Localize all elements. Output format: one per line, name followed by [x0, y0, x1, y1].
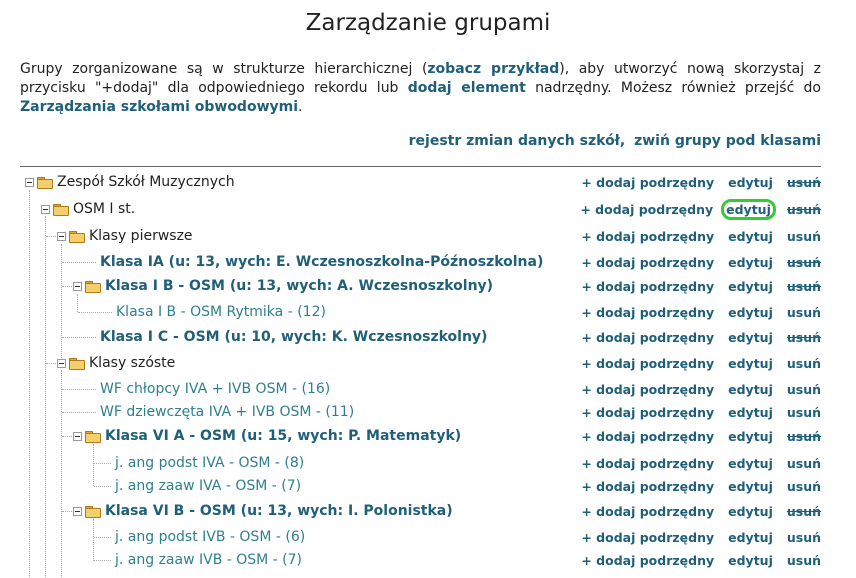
edit-button[interactable]: edytuj: [728, 552, 773, 568]
row-actions: [581, 425, 821, 447]
tree-node: [115, 549, 302, 571]
collapse-groups-link[interactable]: zwiń grupy pod klasami: [634, 133, 821, 149]
collapse-toggle-icon[interactable]: [25, 178, 34, 187]
tree-row: [0, 452, 856, 474]
tree-node: [100, 251, 543, 273]
add-child-button[interactable]: + dodaj podrzędny: [581, 503, 715, 519]
add-child-button[interactable]: + dodaj podrzędny: [581, 278, 715, 294]
add-child-button[interactable]: + dodaj podrzędny: [580, 201, 714, 217]
row-actions: [581, 475, 821, 497]
delete-button-disabled: usuń: [786, 278, 821, 294]
add-child-button[interactable]: + dodaj podrzędny: [581, 228, 715, 244]
registry-link[interactable]: rejestr zmian danych szkół: [408, 133, 620, 149]
tree-node-label: Zespół Szkół Muzycznych: [57, 174, 235, 190]
intro-text-2: ), aby utworzyć nową skorzystaj z przycisku "+dodaj" dla odpowiedniego rekordu lub: [20, 61, 821, 96]
edit-button[interactable]: edytuj: [728, 478, 773, 494]
district-schools-link[interactable]: Zarządzania szkołami obwodowymi: [20, 99, 299, 115]
delete-button[interactable]: usuń: [786, 552, 821, 568]
add-child-button[interactable]: + dodaj podrzędny: [581, 381, 715, 397]
delete-button[interactable]: usuń: [786, 529, 821, 545]
tree-row: [0, 251, 856, 273]
row-actions: [581, 326, 821, 348]
intro-text-3: nadrzędny. Możesz również przejść do: [525, 80, 822, 96]
collapse-toggle-icon[interactable]: [57, 232, 66, 241]
tree-node: [25, 171, 235, 193]
class-label[interactable]: Klasa I B - OSM (u: 13, wych: A. Wczesnoszkolny): [105, 278, 494, 294]
page-title: Zarządzanie grupami: [305, 10, 551, 36]
row-actions: [581, 352, 821, 374]
row-actions: [581, 378, 821, 400]
tree-row: [0, 275, 856, 297]
edit-button[interactable]: edytuj: [728, 278, 773, 294]
tree-row: [0, 425, 856, 447]
row-actions: [581, 225, 821, 247]
delete-button[interactable]: usuń: [786, 478, 821, 494]
row-actions: [581, 401, 821, 423]
edit-button[interactable]: edytuj: [728, 455, 773, 471]
delete-button[interactable]: usuń: [786, 404, 821, 420]
tree-node: [116, 301, 326, 323]
edit-button[interactable]: edytuj: [728, 404, 773, 420]
subgroup-label[interactable]: j. ang zaaw IVA - OSM - (7): [115, 478, 302, 494]
add-child-button[interactable]: + dodaj podrzędny: [581, 455, 715, 471]
tree-node: [115, 452, 304, 474]
edit-button[interactable]: edytuj: [728, 329, 773, 345]
add-child-button[interactable]: + dodaj podrzędny: [581, 329, 715, 345]
collapse-toggle-icon[interactable]: [73, 507, 82, 516]
tree-node: [41, 198, 135, 220]
tree-node: [100, 326, 487, 348]
row-actions: [581, 275, 821, 297]
tree-node-label: Klasy szóste: [89, 355, 176, 371]
delete-button[interactable]: usuń: [786, 355, 821, 371]
edit-button[interactable]: edytuj: [728, 381, 773, 397]
add-child-button[interactable]: + dodaj podrzędny: [581, 254, 715, 270]
delete-button-disabled: usuń: [786, 428, 821, 444]
subgroup-label[interactable]: Klasa I B - OSM Rytmika - (12): [116, 304, 326, 320]
tree-node-label: OSM I st.: [73, 201, 136, 217]
row-actions: [580, 198, 821, 220]
tree-row: [0, 475, 856, 497]
tree-row: [0, 378, 856, 400]
tree-node-label: Klasy pierwsze: [89, 228, 193, 244]
tree-node: [100, 378, 330, 400]
edit-button[interactable]: edytuj: [728, 428, 773, 444]
intro-text-4: .: [298, 99, 303, 115]
edit-button[interactable]: edytuj: [728, 355, 773, 371]
intro-text-1: Grupy zorganizowane są w strukturze hierarchicznej (: [20, 61, 428, 77]
class-label[interactable]: Klasa IA (u: 13, wych: E. Wczesnoszkolna-Późnoszkolna): [100, 254, 544, 270]
add-child-button[interactable]: + dodaj podrzędny: [581, 404, 715, 420]
delete-button[interactable]: usuń: [786, 381, 821, 397]
folder-open-icon: [85, 431, 100, 442]
edit-button[interactable]: edytuj: [728, 254, 773, 270]
folder-open-icon: [37, 177, 52, 188]
collapse-toggle-icon[interactable]: [57, 359, 66, 368]
edit-button[interactable]: edytuj: [728, 503, 773, 519]
tree-row: [0, 198, 856, 220]
top-links-separator: ,: [619, 133, 626, 149]
row-actions: [581, 500, 821, 522]
add-child-button[interactable]: + dodaj podrzędny: [581, 428, 715, 444]
edit-button[interactable]: edytuj: [728, 228, 773, 244]
row-actions: [581, 526, 821, 548]
tree-row: [0, 352, 856, 374]
class-label[interactable]: Klasa VI B - OSM (u: 13, wych: I. Polonistka): [105, 503, 453, 519]
subgroup-label[interactable]: j. ang podst IVA - OSM - (8): [115, 455, 305, 471]
add-child-button[interactable]: + dodaj podrzędny: [581, 355, 715, 371]
row-actions: [581, 251, 821, 273]
folder-open-icon: [53, 204, 68, 215]
row-actions: [581, 452, 821, 474]
tree-node: [57, 225, 193, 247]
tree-row: [0, 401, 856, 423]
row-actions: [581, 171, 821, 193]
collapse-toggle-icon[interactable]: [41, 205, 50, 214]
tree-node: [115, 475, 301, 497]
subgroup-label[interactable]: j. ang podst IVB - OSM - (6): [115, 529, 306, 545]
add-child-button[interactable]: + dodaj podrzędny: [581, 478, 715, 494]
folder-open-icon: [69, 358, 84, 369]
collapse-toggle-icon[interactable]: [73, 282, 82, 291]
subgroup-label[interactable]: j. ang zaaw IVB - OSM - (7): [115, 552, 303, 568]
tree-node: [73, 425, 461, 447]
delete-button-disabled: usuń: [786, 503, 821, 519]
folder-open-icon: [85, 281, 100, 292]
tree-node: [57, 352, 175, 374]
collapse-toggle-icon[interactable]: [73, 432, 82, 441]
delete-button[interactable]: usuń: [786, 304, 821, 320]
delete-button-disabled: usuń: [786, 201, 821, 217]
tree-row: [0, 171, 856, 193]
tree-node: [73, 500, 453, 522]
delete-button[interactable]: usuń: [786, 455, 821, 471]
folder-open-icon: [85, 506, 100, 517]
subgroup-label[interactable]: WF dziewczęta IVA + IVB OSM - (11): [100, 404, 355, 420]
tree-node: [73, 275, 493, 297]
divider: [20, 166, 821, 167]
add-child-button[interactable]: + dodaj podrzędny: [581, 304, 715, 320]
tree-node: [115, 526, 305, 548]
subgroup-label[interactable]: WF chłopcy IVA + IVB OSM - (16): [100, 381, 331, 397]
tree-row: [0, 500, 856, 522]
tree-row: [0, 301, 856, 323]
delete-button-disabled: usuń: [786, 174, 821, 190]
tree-row: [0, 225, 856, 247]
tree-row: [0, 526, 856, 548]
edit-button[interactable]: edytuj: [728, 304, 773, 320]
example-link[interactable]: zobacz przykład: [427, 61, 560, 77]
add-child-button[interactable]: + dodaj podrzędny: [581, 529, 715, 545]
edit-button[interactable]: edytuj: [728, 174, 773, 190]
delete-button-disabled: usuń: [786, 254, 821, 270]
add-element-link[interactable]: dodaj element: [407, 80, 526, 96]
tree-row: [0, 549, 856, 571]
top-links: [409, 133, 821, 149]
tree-row: [0, 326, 856, 348]
intro-text: [20, 60, 821, 117]
delete-button[interactable]: usuń: [786, 228, 821, 244]
folder-open-icon: [69, 231, 84, 242]
edit-button[interactable]: edytuj: [728, 529, 773, 545]
class-label[interactable]: Klasa VI A - OSM (u: 15, wych: P. Matematyk): [105, 428, 462, 444]
row-actions: [581, 301, 821, 323]
edit-button-highlighted[interactable]: edytuj: [721, 199, 776, 220]
add-child-button[interactable]: + dodaj podrzędny: [581, 174, 715, 190]
delete-button-disabled: usuń: [786, 329, 821, 345]
class-label[interactable]: Klasa I C - OSM (u: 10, wych: K. Wczesnoszkolny): [100, 329, 488, 345]
add-child-button[interactable]: + dodaj podrzędny: [581, 552, 715, 568]
row-actions: [581, 549, 821, 571]
tree-node: [100, 401, 354, 423]
